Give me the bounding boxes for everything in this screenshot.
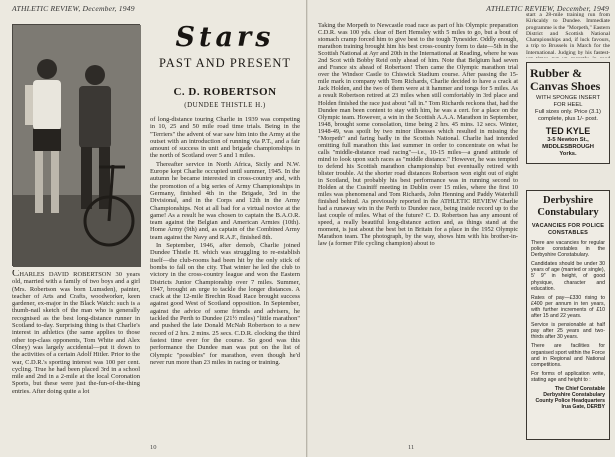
advert-rubber-name: TED KYLE [545,126,591,136]
advert-police-para-1: There are vacancies for regular police constables in the Derbyshire Constabulary. [531,240,605,259]
advert-police-title: Derbyshire Constabulary [537,195,599,218]
column-2-paragraph-2: Thereafter service in North Africa, Sicily and N.W. Europe kept Charlie occupied until summer, 1945. In the autumn he became interested in cross-country and, with the promotion of a big series of Army Championships in Germany, finished 4th in the Brigade, 3rd in the Divisional, and in the Corps and 12th in the Army Championships. Not at all bad for a virtual novice at the game! As a result he was chosen to captain the B.A.O.R. team against the Belgian and American Armies (10th). Home Army (9th) and, as captain of the Combined Army team against the Navy and R.A.F., finished 8th. [150,160,300,241]
drop-cap: C [12,270,20,279]
advert-police-foot-3: County Police Headquarters [535,398,605,405]
advert-police-para-5: There are facilities for organised sport within the Force and in Regional and National competitions. [531,343,605,368]
advert-rubber-shoes [526,62,610,164]
left-page [0,0,307,457]
article-title: Stars [175,22,275,53]
running-head-left: ATHLETIC REVIEW, December, 1949 [12,4,135,13]
advert-rubber-line-2: FOR HEEL [553,102,583,108]
column-4-text: start a 28-mile training run from Kirkcaldy to Dundee. Immediate programme is the "Morpeth," Eastern District and Scottish National Championships and, if luck favours, a trip to Brussels in March for the International. Judging by his fastest- [526,12,610,56]
advert-police-para-4: Service is pensionable at half pay after 25 years and two-thirds after 30 years. [531,322,605,341]
article-column-3 [318,22,518,442]
advert-rubber-title: Rubber & Canvas Shoes [530,66,601,93]
right-page [308,0,615,457]
advert-police-foot-4: Irua Gate, DERBY [561,404,605,411]
advert-police-foot-2: Derbyshire Constabulary [543,392,605,399]
column-2-paragraph-1: of long-distance touring Charlie in 1939 was competing in 10, 25 and 50 mile road time trials. Being in the "Terriers" the advent of war saw him into the Army at the outset with an introduction of running via P.T., and a fair amount of success in unit and brigade championships in the north of Scotland over 5 and 1 miles. [150,116,300,160]
athlete-club: (DUNDEE THISTLE H.) [184,101,266,109]
column-3-text: Taking the Morpeth to Newcastle road race as part of his Olympic preparation C.D.R. was 100 yds. clear of Bert Hemsley with 5 miles to go, but a bout of stomach cramp forced him to give best to the tough Tynesider. Oddly enough, marathon training brought him his best cross-country form to date—5th in the Scottish National at Ayr and 20th in the International at Reading, where he was 2nd Scot with Bobby Reid only ahead of him. Note that Belgium had seven and France six ahead of Robertson! Then came the Olympic marathon trial over the Windsor Castle to Chiswick Stadium course. After passing the 15-mile mark in company with Tom Richards, Charlie decided to have a crack at Jack Holden, and the two of them were at it hammer and tongs for 5 miles. As a result Robertson retired at 23 miles when still comfortably in 3rd place and Holden finished the race just about "all in." Tom Richards reckons that, had the Dundee man been content to stay with him, he was a cert. for a place on the Olympic team. However, a win in the Scottish A.A.A. Marathon in September, 1948, brought some consolation, time being 2 hrs. 45 mins. 12 secs. Winter, 1948-49, was spoilt by two minor illnesses which resulted in missing the "Morpeth" and faring badly in the Scottish National. Charlie had intended omitting full marathon this last summer in order to concentrate on what he calls "middle-distance road racing"—i.e., 10-15 miles—a grand attitude of mind to look upon such races as "middle distance." However, he was tempted to defend his Scottish marathon championship but eventually retired with blister trouble. At the shorter road distances Robertson won eight out of eight in Scotland, but probably his best performance was in running second to Holden at the Cusiniff meeting in Dublin over 15 miles, where the first 10 miles was phenomenal and Tom Richards, John Henning and Paddy Waterhill finished behind. As previously reported in the ATHLETIC REVIEW Charlie had a runaway win in the Perth to Dundee race, being inside record up to the last couple of miles. What of the future? C. D. Robertson has any amount of speed, a really beautiful long-distance action and, as things stand at the moment, is just about the best bet in Britain for a place in the 1952 Olympic Marathon team. The photograph, by the way, shows him with his brother-in-law (a former Fife cycling champion) about to [318,22,518,248]
column-1-text: HARLES DAVID ROBERTSON 30 years old, married with a family of two boys and a girl (Mrs. Robertson was born Lumsden), painter, teacher of Arts and Crafts, woodworker, keen gardener, ex-major in the Black Watch: such is a thumb-nail sketch of the man who is generally recognised as the best long-distance runner in Scotland to-day. Surprising thing is that Charlie's interest in athletics (the same applies to those other top-class opponents, Tom White and Alex Olney) was largely accidental—put it down to the activities of a certain Adolf Hitler. Prior to the war, C.D.R.'s sporting interest was 100 per cent. cycling. True he had been placed 3rd in a school mile and 2nd in a 2-mile at the local Coronation Sports, but these were just the-fun-of-the-thing entries. After doing quite a lot [12,271,140,395]
advert-police [526,190,610,440]
advert-police-subtitle: VACANCIES FOR POLICE CONSTABLES [531,223,605,236]
running-head-right: ATHLETIC REVIEW, December, 1949 [486,4,609,13]
article-subtitle: PAST AND PRESENT [158,56,291,70]
page-number-right: 11 [408,444,415,451]
advert-rubber-line-1: WITH SPONGE INSERT [536,95,600,101]
advert-rubber-address: 3-5 Newton St., MIDDLESBROUGH [542,137,594,150]
advert-police-para-2: Candidates should be under 30 years of age (married or single), 5' 9" in height, of good physique, character and education. [531,261,605,292]
article-column-2 [150,116,300,446]
article-column-1 [12,270,140,448]
advert-rubber-address-2: Yorks. [559,151,577,157]
column-2-paragraph-3: In September, 1946, after demob, Charlie joined Dundee Thistle H. which was struggling to re-establish itself—the club-rooms had been hit by the only stick of bombs to fall on the city. That winter he led the club to victory in the cross-country league and won the Eastern Districts Junior Championship over 7 miles. Summer, 1947, brought an urge to tackle the longer distances. A crack at the 12-mile Brechin Road Race brought success against good West of Scotland opposition. In September, against the advice of some friends and advisers, he tackled the Perth to Dundee (21½ miles) "little marathon" and pushed the late Donald McNab Robertson to a new record of 2 hrs. 2 mins. 25 secs. C.D.R. clocking the third fastest time ever for the course. So good was this performance the Dundee man was put on the list of Olympic "possibles" for marathon, even though he'd never run more than 23 miles in racing or training. [150,242,300,366]
article-column-4 [526,12,610,58]
photograph-runners [12,24,140,266]
photograph-figures-icon [13,25,141,267]
athlete-name: C. D. ROBERTSON [173,86,277,98]
advert-police-foot-1: The Chief Constable [554,385,605,392]
advert-rubber-line-3: Full sizes only. Price (3.1) complete, plus 1/- post. [535,109,601,122]
advert-police-para-3: Rates of pay—£330 rising to £400 per annum in ten years, with further increments of £10 after 15 and 22 years. [531,294,605,320]
page-number-left: 10 [150,444,157,451]
advert-police-body [527,240,609,383]
advert-police-para-6: For forms of application write, stating age and height to : [531,370,605,383]
